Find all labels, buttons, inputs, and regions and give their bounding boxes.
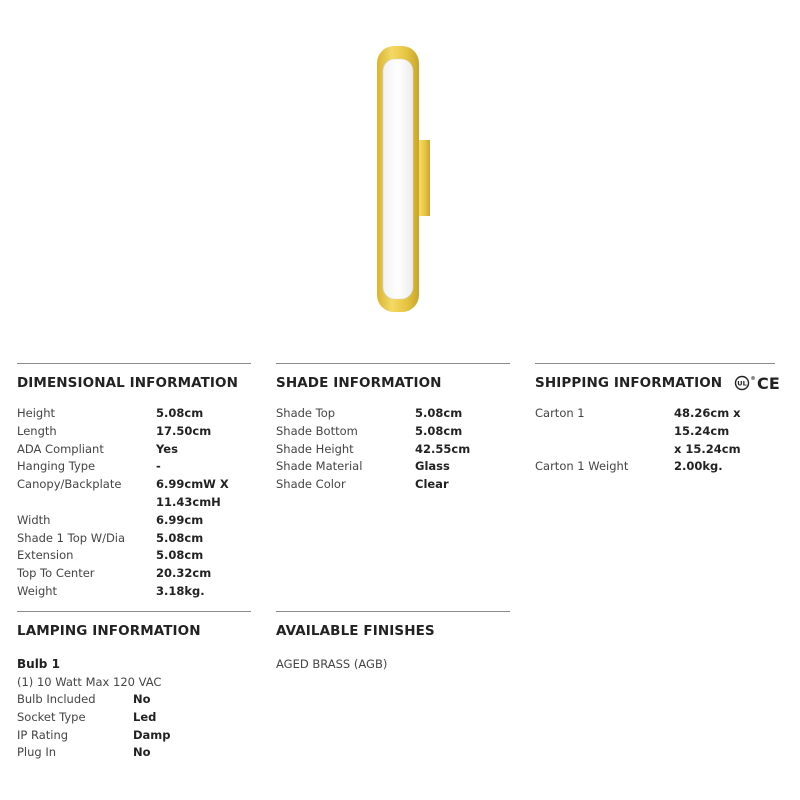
spec-label: Shade Material <box>276 459 363 474</box>
spec-value <box>133 727 171 745</box>
spec-value <box>156 583 205 601</box>
finish-item: AGED BRASS (AGB) <box>276 657 388 671</box>
spec-label: Weight <box>17 583 58 598</box>
spec-label: Width <box>17 512 51 527</box>
spec-value <box>133 691 151 709</box>
spec-value-line: 6.99cm <box>156 512 204 527</box>
section-title-row <box>535 373 780 393</box>
spec-label: Carton 1 Weight <box>535 459 629 474</box>
dimensional-rows <box>17 405 251 601</box>
svg-text:®: ® <box>750 376 756 382</box>
spec-value <box>415 476 449 494</box>
section-title: AVAILABLE FINISHES <box>276 623 435 639</box>
spec-row <box>17 441 251 459</box>
spec-value-line: 5.08cm <box>415 423 463 438</box>
spec-row <box>535 405 775 458</box>
svg-text:UL: UL <box>737 379 747 388</box>
spec-value-line: x 15.24cm <box>674 441 741 456</box>
svg-text:CE: CE <box>757 374 780 393</box>
spec-row <box>17 691 251 709</box>
spec-value <box>674 458 723 476</box>
spec-value-line: 42.55cm <box>415 441 471 456</box>
shipping-section <box>535 363 780 476</box>
spec-label: Hanging Type <box>17 459 96 474</box>
spec-row <box>17 476 251 512</box>
spec-row <box>276 458 510 476</box>
lamping-section <box>17 611 251 762</box>
section-divider <box>276 363 510 364</box>
bulb-description: (1) 10 Watt Max 120 VAC <box>17 675 162 689</box>
spec-row <box>535 458 775 476</box>
spec-row <box>17 458 251 476</box>
ce-mark-icon <box>757 375 781 391</box>
spec-value-line: 6.99cmW X <box>156 477 229 492</box>
spec-value <box>415 458 450 476</box>
spec-value <box>156 530 203 548</box>
spec-label: Bulb Included <box>17 692 96 706</box>
spec-value <box>156 458 161 476</box>
spec-value <box>156 547 203 565</box>
section-title: SHADE INFORMATION <box>276 375 442 391</box>
spec-row <box>17 405 251 423</box>
spec-value <box>156 476 229 512</box>
spec-value-line: 17.50cm <box>156 423 212 438</box>
spec-value <box>156 512 203 530</box>
spec-row <box>17 547 251 565</box>
spec-row <box>17 744 251 762</box>
spec-label: Length <box>17 423 57 438</box>
spec-value-line: 5.08cm <box>156 548 204 563</box>
spec-value <box>133 709 156 727</box>
section-divider <box>276 611 510 612</box>
spec-value-line: Yes <box>156 441 178 456</box>
spec-row <box>276 423 510 441</box>
section-divider <box>17 611 251 612</box>
spec-label: IP Rating <box>17 727 69 742</box>
spec-value-line: 20.32cm <box>156 566 212 581</box>
spec-label: Extension <box>17 548 74 563</box>
spec-value <box>415 423 462 441</box>
spec-value-line: 2.00kg. <box>674 459 723 474</box>
spec-value <box>415 405 462 423</box>
spec-label: Shade 1 Top W/Dia <box>17 530 126 545</box>
spec-value-line: - <box>156 459 161 474</box>
spec-row <box>17 709 251 727</box>
spec-row <box>17 565 251 583</box>
section-divider <box>17 363 251 364</box>
finishes-section <box>276 611 510 673</box>
shipping-rows <box>535 405 775 476</box>
spec-value-line: 11.43cmH <box>156 494 221 509</box>
spec-label: Shade Bottom <box>276 423 358 438</box>
spec-value-line: No <box>133 745 151 760</box>
spec-value-line: 5.08cm <box>156 406 204 420</box>
section-title: DIMENSIONAL INFORMATION <box>17 375 239 391</box>
spec-label: Socket Type <box>17 709 86 724</box>
finishes-list <box>276 655 510 673</box>
spec-row <box>17 512 251 530</box>
bulb-title: Bulb 1 <box>17 657 60 671</box>
spec-label: ADA Compliant <box>17 441 104 456</box>
product-image <box>370 40 440 320</box>
spec-value <box>156 565 211 583</box>
spec-value <box>674 405 775 458</box>
spec-row <box>276 441 510 459</box>
spec-label: Top To Center <box>17 566 95 581</box>
spec-row <box>17 727 251 745</box>
spec-value-line: 48.26cm x 15.24cm <box>674 406 741 438</box>
shade-section <box>276 363 510 494</box>
spec-row <box>17 423 251 441</box>
spec-value-line: 3.18kg. <box>156 583 205 598</box>
spec-value <box>156 423 211 441</box>
section-title: SHIPPING INFORMATION <box>535 375 723 391</box>
spec-label: Carton 1 <box>535 406 585 420</box>
spec-value-line: 5.08cm <box>415 406 463 420</box>
spec-value <box>156 441 178 459</box>
spec-value-line: 5.08cm <box>156 530 204 545</box>
spec-label: Shade Color <box>276 477 346 492</box>
section-title: LAMPING INFORMATION <box>17 623 201 639</box>
spec-label: Height <box>17 406 56 420</box>
spec-label: Canopy/Backplate <box>17 477 122 492</box>
spec-value-line: Glass <box>415 459 450 474</box>
section-divider <box>535 363 775 364</box>
spec-value-line: Clear <box>415 477 449 492</box>
ul-listed-icon <box>733 375 756 391</box>
spec-label: Shade Height <box>276 441 354 456</box>
spec-label: Shade Top <box>276 406 336 420</box>
spec-value-line: No <box>133 692 151 706</box>
lamping-rows <box>17 691 251 762</box>
glass-shade <box>383 59 413 299</box>
shade-rows <box>276 405 510 494</box>
spec-row <box>276 476 510 494</box>
spec-value <box>133 744 151 762</box>
spec-row <box>17 530 251 548</box>
spec-row <box>276 405 510 423</box>
spec-value-line: Led <box>133 709 157 724</box>
certifications <box>733 375 781 391</box>
spec-value <box>415 441 470 459</box>
spec-value-line: Damp <box>133 727 171 742</box>
dimensional-section <box>17 363 251 601</box>
spec-value <box>156 405 203 423</box>
spec-label: Plug In <box>17 745 57 760</box>
spec-row <box>17 583 251 601</box>
